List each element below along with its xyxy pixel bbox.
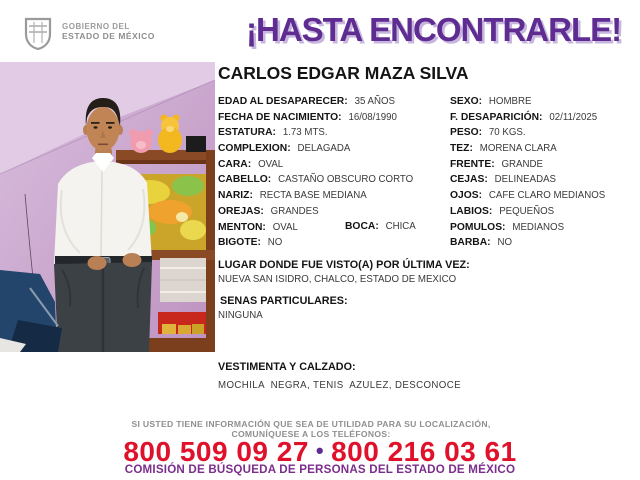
field-label: TEZ:	[450, 143, 473, 155]
gov-line2: ESTADO DE MÉXICO	[62, 30, 155, 41]
field-row	[218, 237, 448, 253]
field-label: FECHA DE NACIMIENTO:	[218, 111, 342, 123]
gov-line1: GOBIERNO DEL	[62, 22, 130, 31]
field-label: CABELLO:	[218, 174, 272, 186]
last-seen-section	[218, 255, 470, 285]
field-value: OVAL	[258, 158, 284, 170]
field-label: MENTON:	[218, 221, 266, 233]
field-row	[450, 190, 640, 206]
phone-number-1: 800 509 09 27	[123, 436, 309, 467]
field-label: POMULOS:	[450, 221, 506, 233]
field-value: RECTA BASE MEDIANA	[259, 190, 367, 202]
clothing-value: MOCHILA NEGRA, TENIS AZULEZ, DESCONOCE	[218, 380, 461, 391]
field-row	[450, 222, 640, 238]
field-label: ESTATURA:	[218, 127, 276, 139]
field-label: F. DESAPARICIÓN:	[450, 111, 543, 123]
field-value: PEQUEÑOS	[499, 205, 555, 217]
field-row	[450, 174, 640, 190]
fields-column-right	[450, 96, 640, 253]
field-value: MORENA CLARA	[479, 143, 557, 155]
field-row	[450, 112, 640, 128]
particular-marks-section	[220, 291, 348, 321]
dot-separator-icon: •	[315, 438, 325, 463]
field-label: OJOS:	[450, 190, 483, 202]
commission-name: COMISIÓN DE BÚSQUEDA DE PERSONAS DEL ESTADO DE MÉXICO	[124, 463, 516, 476]
clothing-section	[218, 357, 461, 391]
field-row	[218, 159, 448, 175]
field-row	[218, 206, 448, 222]
field-value: CAFE CLARO MEDIANOS	[488, 190, 606, 202]
field-value: DELAGADA	[297, 143, 351, 155]
field-label: COMPLEXION:	[218, 143, 291, 155]
field-label: FRENTE:	[450, 158, 495, 170]
estado-de-mexico-shield-icon	[24, 17, 52, 55]
field-value: 1.73 MTS.	[282, 127, 328, 139]
missing-person-photo	[0, 62, 215, 352]
field-value: NO	[267, 237, 283, 249]
field-value: 02/11/2025	[549, 111, 598, 123]
field-label: BOCA:	[345, 221, 379, 232]
field-row	[218, 96, 448, 112]
field-row	[218, 127, 448, 143]
poster-title: ¡HASTA ENCONTRARLE!	[246, 11, 622, 48]
field-row	[450, 96, 640, 112]
field-label: LABIOS:	[450, 205, 493, 217]
field-row	[218, 143, 448, 159]
government-name	[62, 22, 155, 41]
field-value: GRANDE	[501, 158, 543, 170]
field-value: CASTAÑO OBSCURO CORTO	[278, 174, 414, 186]
clothing-label: VESTIMENTA Y CALZADO:	[218, 361, 356, 373]
person-name: CARLOS EDGAR MAZA SILVA	[218, 63, 469, 83]
field-row	[450, 143, 640, 159]
last-seen-label: LUGAR DONDE FUE VISTO(A) POR ÚLTIMA VEZ:	[218, 259, 470, 271]
field-value: OVAL	[272, 221, 298, 233]
field-value: 16/08/1990	[348, 111, 397, 123]
field-value: CHICA	[385, 221, 416, 232]
field-row	[218, 174, 448, 190]
field-value: DELINEADAS	[494, 174, 557, 186]
field-label: CEJAS:	[450, 174, 488, 186]
field-row	[218, 190, 448, 206]
field-value: HOMBRE	[488, 96, 532, 107]
field-value: GRANDES	[270, 205, 319, 217]
field-label: EDAD AL DESAPARECER:	[218, 96, 348, 107]
field-row	[450, 206, 640, 222]
field-value: 35 AÑOS	[354, 96, 395, 107]
field-row	[218, 112, 448, 128]
field-label: PESO:	[450, 127, 483, 139]
contact-line1: SI USTED TIENE INFORMACIÓN QUE SEA DE UTILIDAD PARA SU LOCALIZACIÓN,	[131, 419, 491, 429]
phone-number-2: 800 216 03 61	[331, 436, 517, 467]
marks-label: SENAS PARTICULARES:	[220, 295, 348, 307]
field-label: NARIZ:	[218, 190, 253, 202]
contact-line2: COMUNÍQUESE A LOS TELÉFONOS:	[231, 429, 391, 439]
field-label: BIGOTE:	[218, 237, 261, 249]
field-row	[450, 237, 640, 253]
field-label: CARA:	[218, 158, 252, 170]
field-row	[450, 159, 640, 175]
field-value: NO	[497, 237, 513, 249]
field-value: 70 KGS.	[488, 127, 526, 139]
field-label: SEXO:	[450, 96, 483, 107]
field-label: BARBA:	[450, 237, 491, 249]
field-label: OREJAS:	[218, 205, 264, 217]
last-seen-value: NUEVA SAN ISIDRO, CHALCO, ESTADO DE MEXICO	[218, 274, 457, 285]
field-value: MEDIANOS	[512, 221, 565, 233]
field-row	[450, 127, 640, 143]
marks-value: NINGUNA	[218, 310, 263, 321]
field-row-boca	[345, 221, 416, 237]
